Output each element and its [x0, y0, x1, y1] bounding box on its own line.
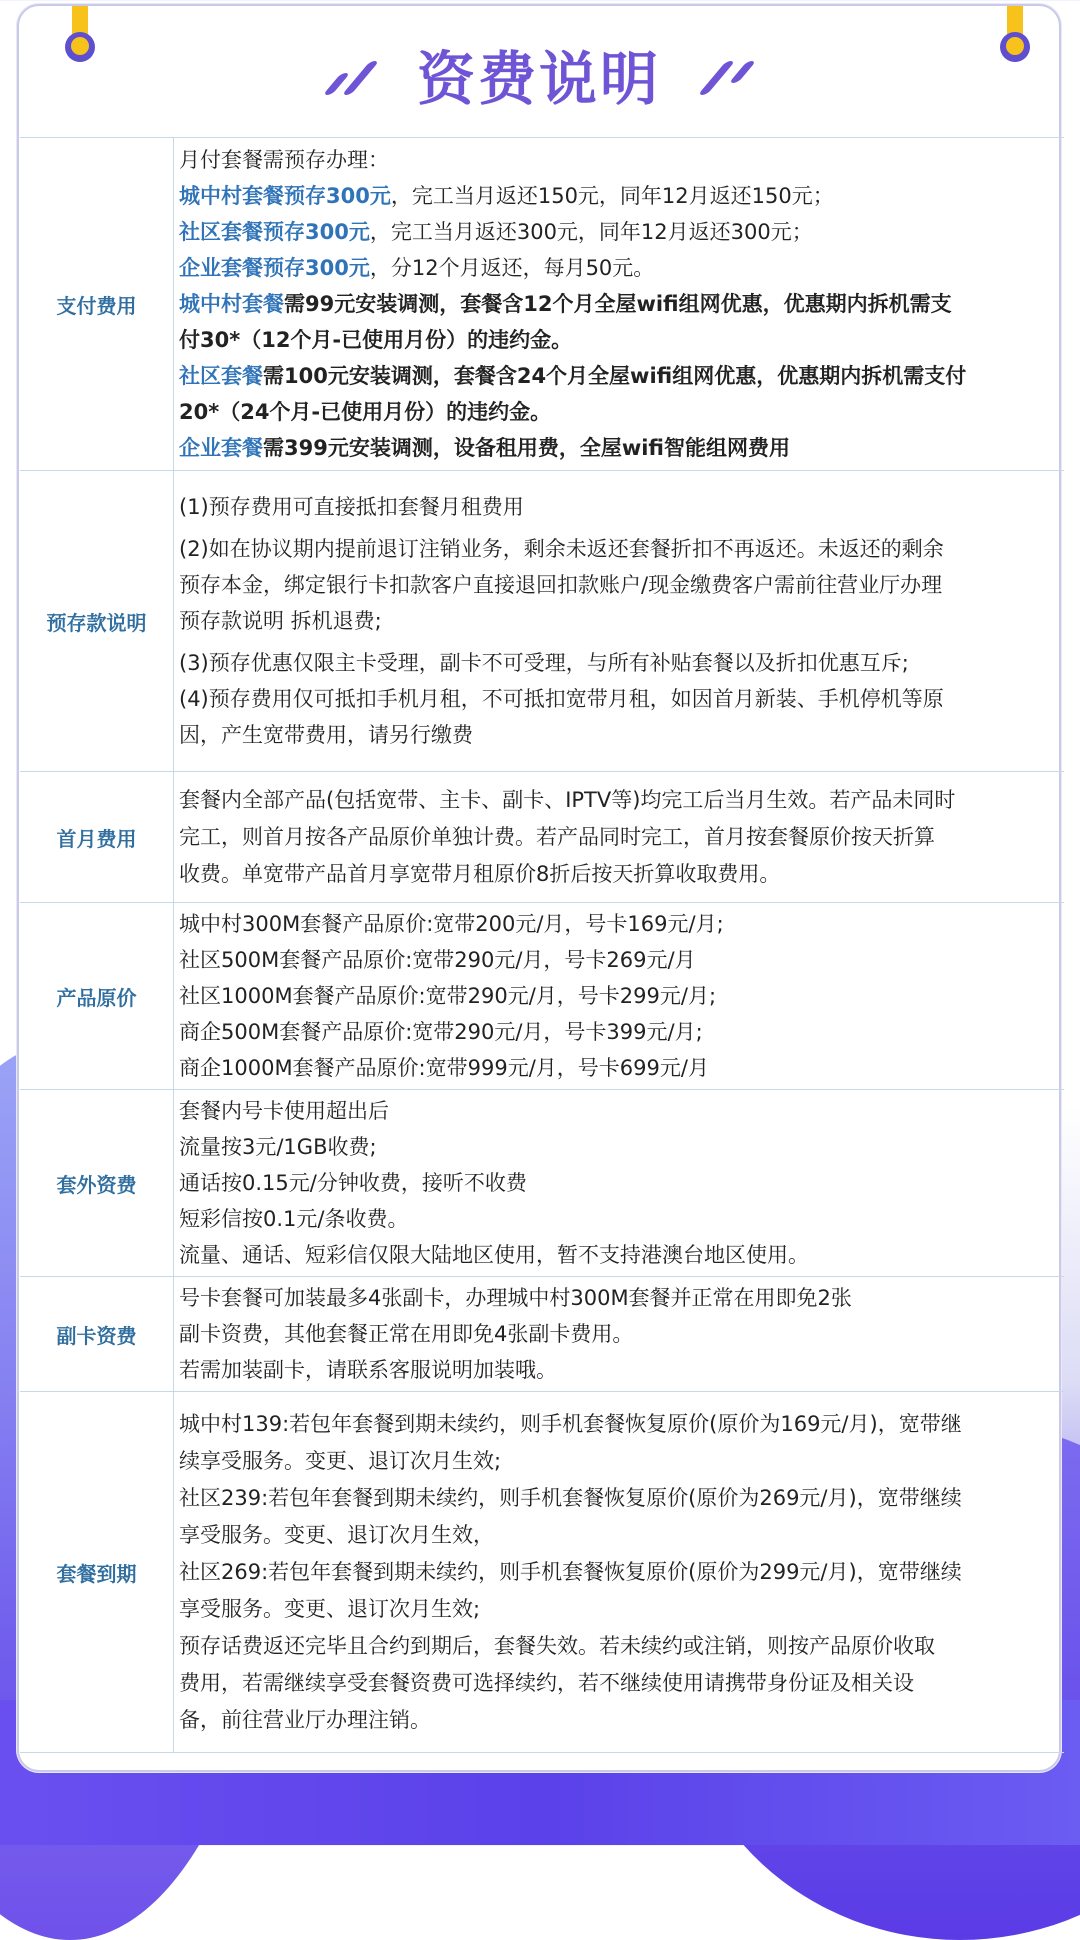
text-line: 城中村套餐需99元安装调测，套餐含12个月全屋wifi组网优惠，优惠期内拆机需支	[179, 292, 952, 316]
table-row-secondary-card	[20, 1277, 1064, 1392]
slash-decoration-right-icon	[694, 59, 764, 99]
text-line: (4)预存费用仅可抵扣手机月租，不可抵扣宽带月租，如因首月新装、手机停机等原	[179, 687, 944, 711]
text-line: 社区1000M套餐产品原价:宽带290元/月，号卡299元/月;	[179, 984, 717, 1008]
text-line: 企业套餐预存300元，分12个月返还，每月50元。	[179, 256, 655, 280]
text-line: (2)如在协议期内提前退订注销业务，剩余未返还套餐折扣不再返还。未返还的剩余	[179, 537, 944, 561]
row-content	[174, 138, 1065, 471]
text-line: 企业套餐需399元安装调测，设备租用费，全屋wifi智能组网费用	[179, 436, 790, 460]
row-label: 首月费用	[20, 772, 174, 903]
row-content	[174, 471, 1065, 772]
table-row-original-price	[20, 903, 1064, 1090]
table-row-expiry	[20, 1392, 1064, 1753]
text-line: 费用，若需继续享受套餐资费可选择续约，若不继续使用请携带身份证及相关设	[179, 1670, 914, 1695]
table-row-payment	[20, 138, 1064, 471]
text-line: 商企1000M套餐产品原价:宽带999元/月，号卡699元/月	[179, 1056, 709, 1080]
highlight-text: 城中村套餐	[179, 292, 284, 316]
text-line: 社区269:若包年套餐到期未续约，则手机套餐恢复原价(原价为299元/月)，宽带继续	[179, 1559, 962, 1584]
row-content	[174, 1392, 1065, 1753]
row-label: 套餐到期	[20, 1392, 174, 1753]
highlight-text: 城中村套餐预存300元	[179, 184, 391, 208]
header	[19, 34, 1059, 124]
row-content	[174, 1090, 1065, 1277]
table-row-prestore	[20, 471, 1064, 772]
text-line: 因，产生宽带费用，请另行缴费	[179, 723, 473, 747]
text-line: 号卡套餐可加装最多4张副卡，办理城中村300M套餐并正常在用即免2张	[179, 1286, 852, 1310]
text-line: (1)预存费用可直接抵扣套餐月租费用	[179, 495, 524, 519]
row-content	[174, 772, 1065, 903]
text-line: 套餐内号卡使用超出后	[179, 1099, 389, 1123]
text-line: 付30*（12个月-已使用月份）的违约金。	[179, 328, 573, 352]
text-line: 流量、通话、短彩信仅限大陆地区使用，暂不支持港澳台地区使用。	[179, 1243, 809, 1267]
row-label: 套外资费	[20, 1090, 174, 1277]
text-line: 享受服务。变更、退订次月生效;	[179, 1596, 481, 1621]
text-line: 城中村套餐预存300元，完工当月返还150元，同年12月返还150元；	[179, 184, 834, 208]
text-line: 20*（24个月-已使用月份）的违约金。	[179, 400, 552, 424]
table-row-first-month	[20, 772, 1064, 903]
text-line: 短彩信按0.1元/条收费。	[179, 1207, 409, 1231]
text-line: 预存款说明 拆机退费;	[179, 609, 382, 633]
text-line: 社区500M套餐产品原价:宽带290元/月，号卡269元/月	[179, 948, 696, 972]
text-line: (3)预存优惠仅限主卡受理，副卡不可受理，与所有补贴套餐以及折扣优惠互斥;	[179, 651, 909, 675]
text-line: 通话按0.15元/分钟收费，接听不收费	[179, 1171, 527, 1195]
text-line: 备，前往营业厅办理注销。	[179, 1707, 431, 1732]
text-line: 社区套餐需100元安装调测，套餐含24个月全屋wifi组网优惠，优惠期内拆机需支付	[179, 364, 967, 388]
text-line: 若需加装副卡，请联系客服说明加装哦。	[179, 1358, 557, 1382]
text-line: 城中村139:若包年套餐到期未续约，则手机套餐恢复原价(原价为169元/月)，宽带继	[179, 1411, 962, 1436]
highlight-text: 社区套餐预存300元	[179, 220, 370, 244]
row-label: 支付费用	[20, 138, 174, 471]
text-line: 社区套餐预存300元，完工当月返还300元，同年12月返还300元；	[179, 220, 813, 244]
text-line: 套餐内全部产品(包括宽带、主卡、副卡、IPTV等)均完工后当月生效。若产品未同时	[179, 787, 956, 812]
text-line: 完工，则首月按各产品原价单独计费。若产品同时完工，首月按套餐原价按天折算	[179, 824, 935, 849]
text-line: 收费。单宽带产品首月享宽带月租原价8折后按天折算收取费用。	[179, 861, 781, 886]
page-title: 资费说明	[416, 45, 661, 113]
text-line: 副卡资费，其他套餐正常在用即免4张副卡费用。	[179, 1322, 634, 1346]
highlight-text: 企业套餐预存300元	[179, 256, 370, 280]
slash-decoration-left-icon	[314, 59, 384, 99]
text-line: 城中村300M套餐产品原价:宽带200元/月，号卡169元/月;	[179, 912, 724, 936]
text-line: 月付套餐需预存办理：	[179, 148, 389, 172]
text-line: 续享受服务。变更、退订次月生效;	[179, 1448, 502, 1473]
fee-table	[20, 137, 1064, 1753]
row-label: 副卡资费	[20, 1277, 174, 1392]
row-label: 预存款说明	[20, 471, 174, 772]
highlight-text: 企业套餐	[179, 436, 263, 460]
text-line: 流量按3元/1GB收费;	[179, 1135, 377, 1159]
text-line: 预存话费返还完毕且合约到期后，套餐失效。若未续约或注销，则按产品原价收取	[179, 1633, 935, 1658]
text-line: 享受服务。变更、退订次月生效，	[179, 1522, 494, 1547]
highlight-text: 社区套餐	[179, 364, 263, 388]
row-label: 产品原价	[20, 903, 174, 1090]
table-row-extra-charges	[20, 1090, 1064, 1277]
text-line: 商企500M套餐产品原价:宽带290元/月，号卡399元/月;	[179, 1020, 703, 1044]
text-line: 预存本金，绑定银行卡扣款客户直接退回扣款账户/现金缴费客户需前往营业厅办理	[179, 573, 943, 597]
row-content	[174, 903, 1065, 1090]
row-content	[174, 1277, 1065, 1392]
text-line: 社区239:若包年套餐到期未续约，则手机套餐恢复原价(原价为269元/月)，宽带继续	[179, 1485, 962, 1510]
